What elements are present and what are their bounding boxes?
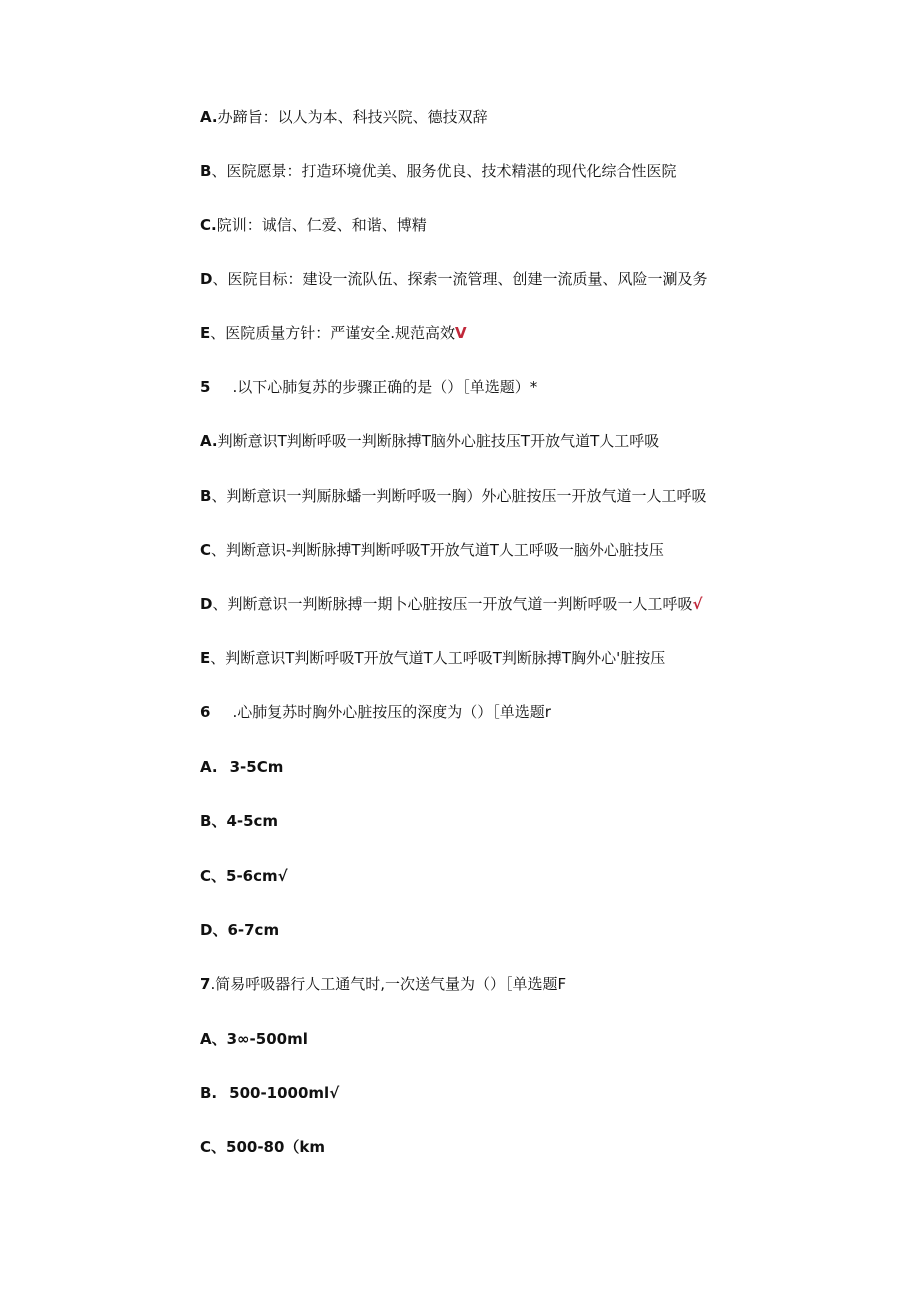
option-prefix: C [200, 1138, 212, 1156]
option-prefix: D [200, 595, 213, 613]
correct-mark: V [455, 324, 467, 342]
option-line [200, 919, 880, 941]
option-line [200, 1082, 880, 1104]
option-prefix: A. [200, 108, 218, 126]
option-line [200, 756, 880, 778]
option-text: 、4-5cm [211, 812, 279, 830]
option-line [200, 322, 880, 344]
option-line [200, 1028, 880, 1050]
option-prefix: D [200, 270, 213, 288]
option-line [200, 810, 880, 832]
option-text: 、3∞-500ml [211, 1030, 308, 1048]
option-line [200, 106, 880, 128]
option-text: 、6-7cm [212, 921, 280, 939]
option-text: 、判断意识T判断呼吸T开放气道T人工呼吸T判断脉搏T胸外心'脏按压 [210, 649, 666, 667]
option-line [200, 539, 880, 561]
option-text: 、判断意识-判断脉搏T判断呼吸T开放气道T人工呼吸一脑外心脏技压 [211, 541, 664, 559]
question-number: 7 [200, 975, 211, 993]
option-line [200, 647, 880, 669]
option-prefix: B [200, 812, 212, 830]
option-prefix: A [200, 1030, 212, 1048]
option-text: 、医院愿景：打造环境优美、服务优良、技术精湛的现代化综合性医院 [211, 162, 677, 180]
option-prefix: C. [200, 216, 217, 234]
option-prefix: C [200, 541, 212, 559]
question-text: .心肺复苏时胸外心脏按压的深度为（）［单选题r [232, 703, 551, 721]
question-text: .简易呼吸器行人工通气时,一次送气量为（）［单选题F [210, 975, 567, 993]
option-text: 办蹄旨：以人为本、科技兴院、德技双辞 [217, 108, 488, 126]
question-line [200, 376, 880, 398]
option-prefix: E [200, 324, 211, 342]
question-number: 6 [200, 703, 211, 721]
option-text: 判断意识T判断呼吸一判断脉搏T脑外心脏技压T开放气道T人工呼吸 [217, 432, 660, 450]
option-text: 500-1000ml√ [229, 1084, 340, 1102]
option-prefix: B [200, 162, 212, 180]
option-text: 、判断意识一判断脉搏一期卜心脏按压一开放气道一判断呼吸一人工呼吸 [212, 595, 693, 613]
option-text: 、判断意识一判厮脉蟠一判断呼吸一胸）外心脏按压一开放气道一人工呼吸 [211, 487, 707, 505]
option-prefix: D [200, 921, 213, 939]
option-prefix: B. [200, 1084, 218, 1102]
option-prefix: B [200, 487, 212, 505]
option-prefix: C [200, 867, 212, 885]
option-line [200, 160, 880, 182]
question-text: .以下心肺复苏的步骤正确的是（）［单选题）* [232, 378, 538, 396]
question-line [200, 973, 880, 995]
option-text: 、医院目标：建设一流队伍、探索一流管理、创建一流质量、风险一涮及务 [212, 270, 708, 288]
option-line [200, 268, 880, 290]
option-line [200, 214, 880, 236]
option-text: 院训：诚信、仁爱、和谐、博精 [216, 216, 427, 234]
question-line [200, 701, 880, 723]
option-text: 3-5Cm [229, 758, 284, 776]
correct-mark: √ [692, 595, 703, 613]
option-prefix: E [200, 649, 211, 667]
option-prefix: A. [200, 432, 218, 450]
option-line [200, 593, 880, 615]
option-line [200, 1136, 880, 1158]
option-line [200, 430, 880, 452]
option-line [200, 485, 880, 507]
question-number: 5 [200, 378, 211, 396]
option-line [200, 865, 880, 887]
option-text: 、500-80（km [211, 1138, 326, 1156]
option-text: 、5-6cm√ [211, 867, 288, 885]
option-text: 、医院质量方针：严谨安全.规范高效 [210, 324, 456, 342]
option-prefix: A. [200, 758, 218, 776]
